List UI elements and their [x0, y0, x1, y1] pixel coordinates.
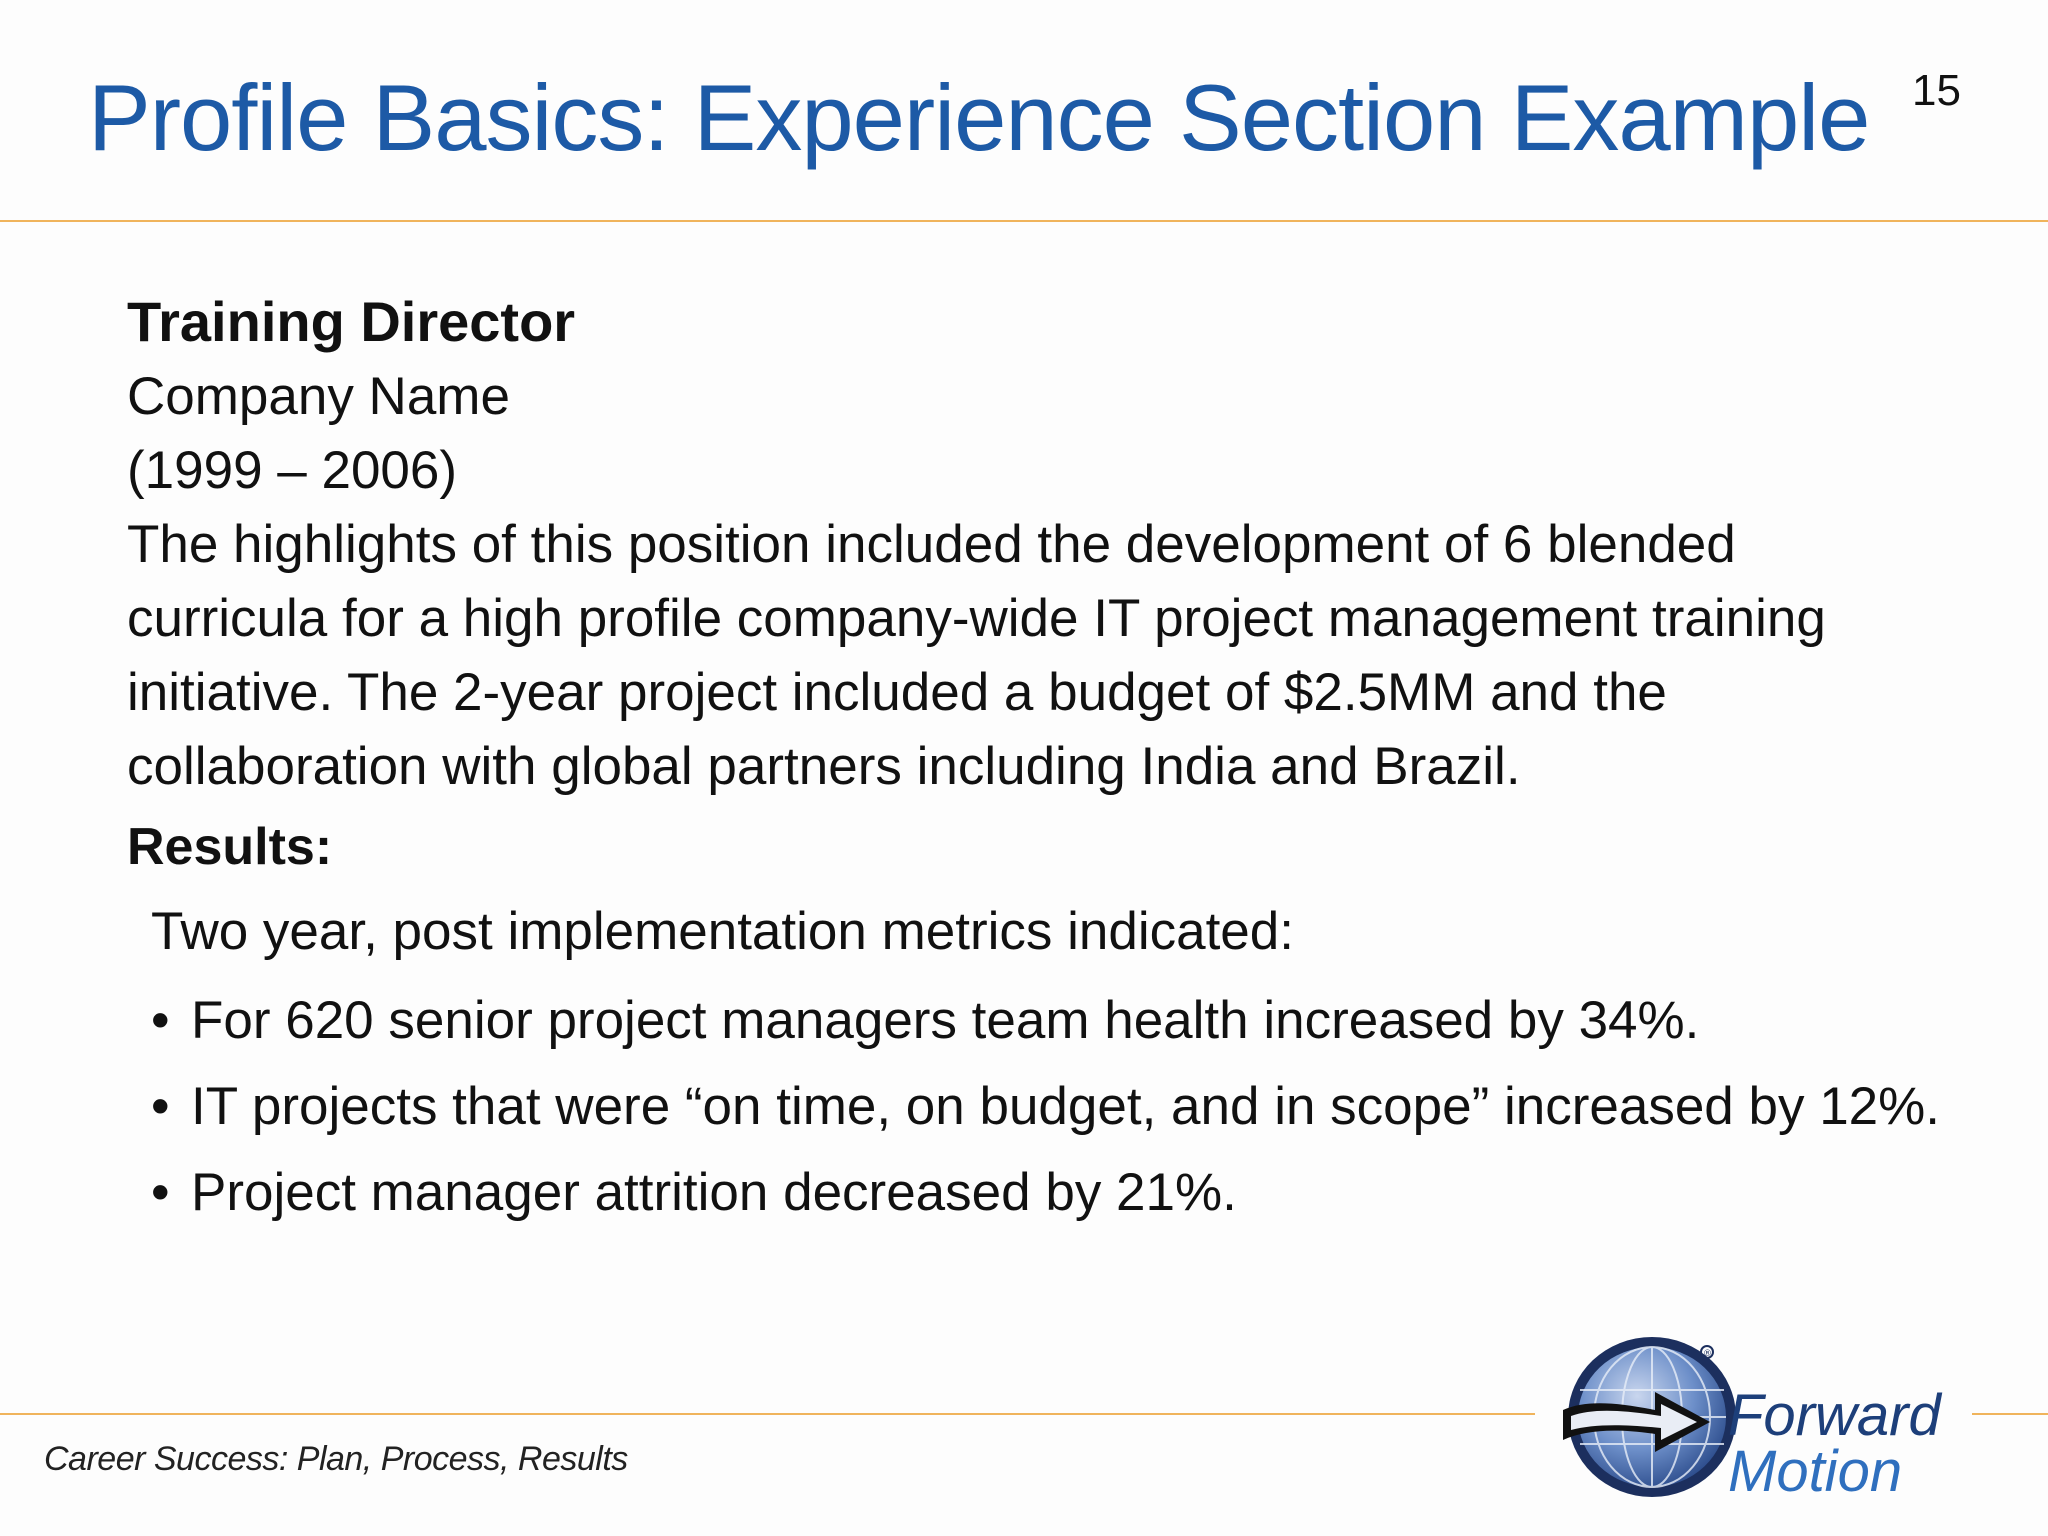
- results-intro: Two year, post implementation metrics indicated:: [151, 902, 1294, 961]
- bullet-icon: •: [151, 1163, 170, 1222]
- position-description: The highlights of this position included the development of 6 blended curricula for a high profile company-wide IT project management training initiative. The 2-year project included a budget of $2.5MM and the collaboration with global partners including India and Brazil.: [127, 515, 1826, 796]
- registered-mark: ®: [1703, 1349, 1712, 1359]
- result-text: IT projects that were “on time, on budget, and in scope” increased by 12%.: [191, 1077, 1940, 1136]
- logo-wordmark: [1728, 1383, 1941, 1504]
- logo-line-2: Motion: [1728, 1439, 1903, 1504]
- bullet-icon: •: [151, 991, 170, 1050]
- company-name: Company Name: [127, 367, 510, 426]
- results-list: [151, 978, 1967, 1236]
- result-text: For 620 senior project managers team health increased by 34%.: [191, 991, 1700, 1050]
- bullet-icon: •: [151, 1077, 170, 1136]
- slide-title: Profile Basics: Experience Section Example: [88, 65, 1870, 170]
- employment-dates: (1999 – 2006): [127, 441, 458, 500]
- results-heading: Results:: [127, 818, 333, 876]
- list-item: [151, 978, 1967, 1064]
- top-divider: [0, 220, 2048, 222]
- bottom-divider-right: [1972, 1413, 2048, 1415]
- job-title: Training Director: [127, 290, 576, 353]
- experience-section: [127, 286, 1967, 1236]
- list-item: [151, 1064, 1967, 1150]
- page-number: 15: [1912, 66, 1961, 115]
- result-text: Project manager attrition decreased by 21%.: [191, 1163, 1237, 1222]
- footer-tagline: Career Success: Plan, Process, Results: [44, 1440, 628, 1478]
- list-item: [151, 1150, 1967, 1236]
- logo-line-1: Forward: [1728, 1383, 1941, 1448]
- bottom-divider-left: [0, 1413, 1535, 1415]
